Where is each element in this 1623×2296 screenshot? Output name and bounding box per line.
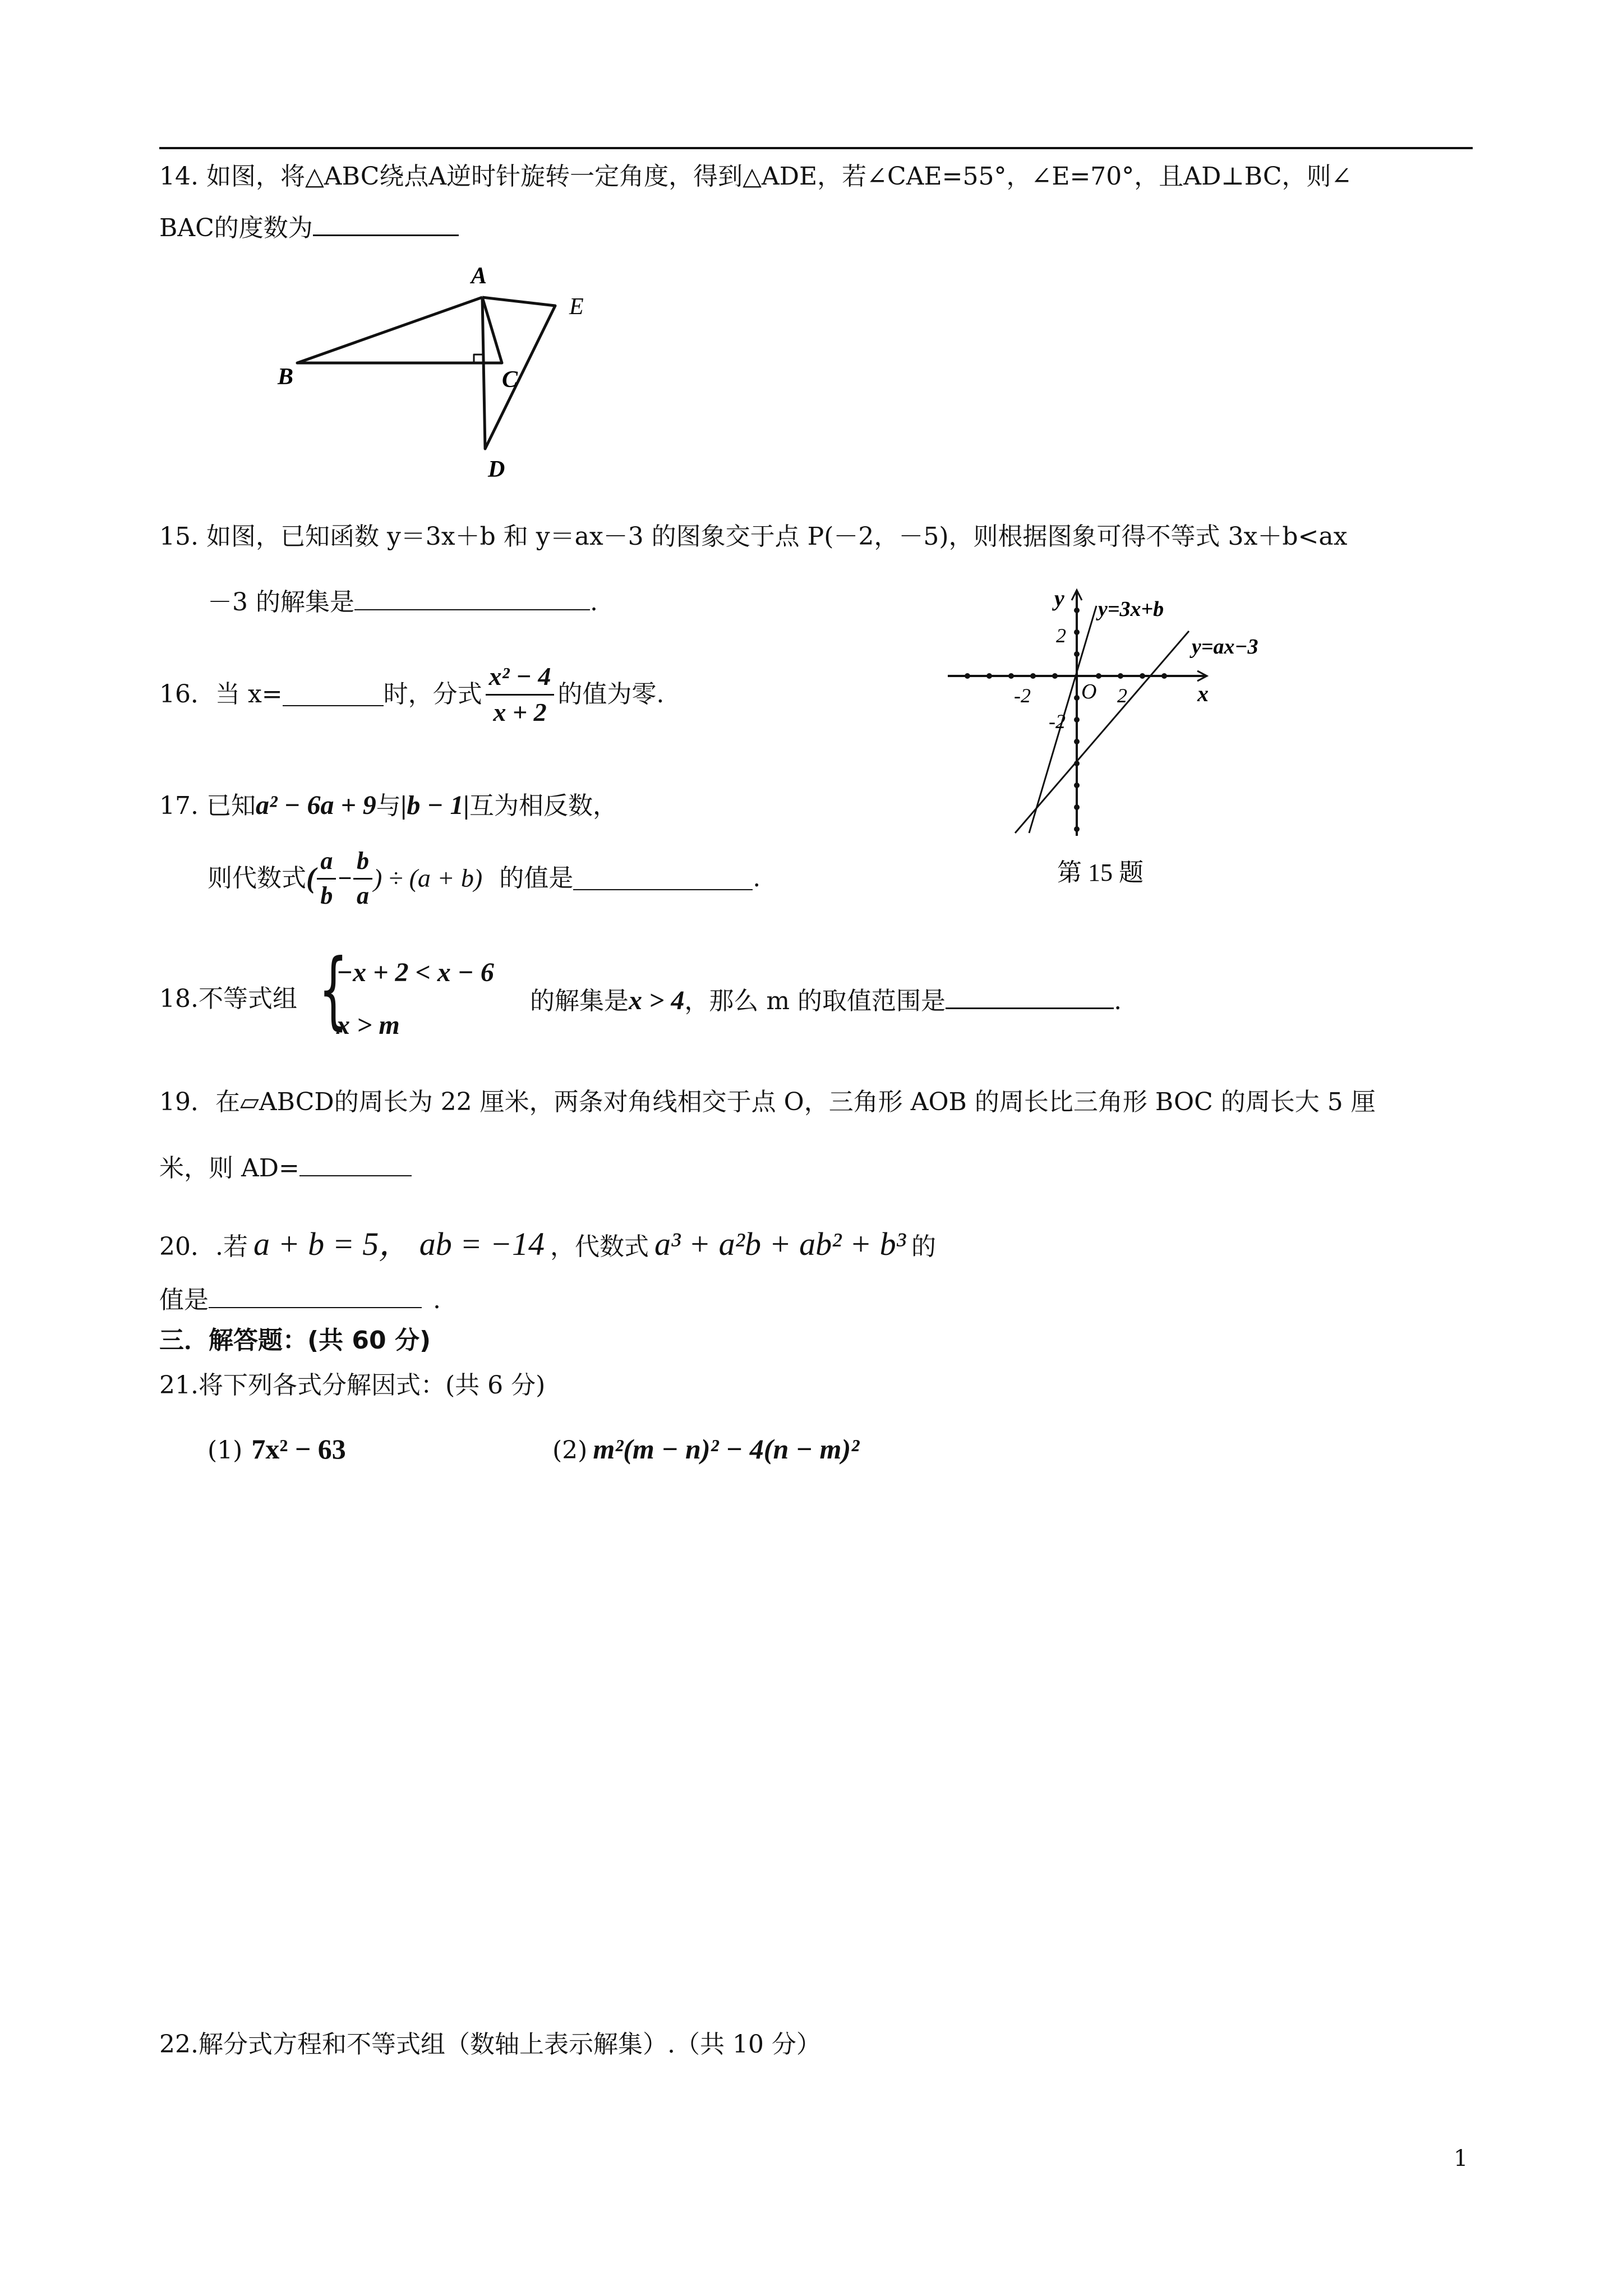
page-number: 1 [1454, 2146, 1468, 2171]
tick-x-neg4 [986, 673, 992, 679]
tick-y-neg6 [1074, 804, 1080, 810]
q16-mid: 时，分式 [383, 680, 482, 709]
line1-label: y=3x+b [1098, 597, 1164, 621]
q14-line2-text: BAC的度数为 [159, 214, 313, 242]
q17-line2-prefix: 则代数式 [208, 863, 306, 892]
tick-y-1 [1074, 651, 1080, 657]
q15-graph-figure [942, 583, 1312, 909]
triangle-abc [297, 297, 502, 363]
q20-prefix: 20．.若 [159, 1232, 248, 1261]
q17-paren-open: ( [306, 862, 316, 895]
label-E: E [569, 294, 584, 320]
line2-label: y=ax−3 [1192, 635, 1258, 659]
tick-y-neg5 [1074, 783, 1080, 788]
triangle-ade [482, 297, 555, 449]
label-D: D [488, 457, 505, 482]
q14-answer-blank [313, 212, 459, 236]
tick-label-y-neg2: -2 [1049, 710, 1066, 733]
q17-expr2: |b − 1| [400, 790, 470, 820]
tick-y-neg2 [1074, 717, 1080, 723]
q19-line1: 19．在▱ABCD的周长为 22 厘米，两条对角线相交于点 O，三角形 AOB 的周长比三角形 BOC 的周长大 5 厘 [159, 1088, 1376, 1116]
q20-suffix: 的 [911, 1232, 937, 1261]
tick-label-x-neg2: -2 [1014, 684, 1031, 707]
q21-p1-label: (1) [208, 1436, 243, 1465]
q20-cond: a + b = 5， ab = −14 [253, 1226, 545, 1262]
q18-answer-blank [946, 985, 1114, 1009]
q16-frac-num: x² − 4 [486, 662, 555, 696]
tick-label-y-2: 2 [1056, 624, 1066, 647]
q17-f1-num: a [317, 847, 336, 880]
figure-caption: 第 15 题 [1057, 859, 1144, 886]
q17-line2-suffix: 的值是 [499, 863, 574, 892]
q20-answer-blank [209, 1285, 422, 1308]
q16-suffix: 的值为零. [557, 680, 665, 709]
origin-label: O [1081, 680, 1097, 703]
tick-y-neg7 [1074, 826, 1080, 832]
q16-frac-den: x + 2 [493, 697, 547, 726]
q18-prefix: 18.不等式组 [159, 984, 297, 1013]
tick-y-neg4 [1074, 761, 1080, 766]
q16-line [159, 662, 664, 728]
q15-line1: 15. 如图，已知函数 y＝3x＋b 和 y＝ax－3 的图象交于点 P(－2，－5)，则根据图象可得不等式 3x＋b<ax [159, 522, 1348, 551]
q16-answer-blank [283, 683, 384, 706]
q17-suffix: 互为相反数， [469, 792, 618, 820]
q17-end: . [753, 863, 761, 892]
q18-brace: { [319, 941, 348, 1039]
tick-x-neg5 [965, 673, 970, 679]
label-C: C [502, 367, 518, 393]
q14-line1: 14. 如图，将△ABC绕点A逆时针旋转一定角度，得到△ADE，若∠CAE=55°，∠E=70°，且AD⊥BC，则∠ [159, 162, 1352, 191]
q21-p1-expr: 7x² − 63 [251, 1433, 346, 1465]
tick-x-4 [1161, 673, 1167, 679]
q14-triangle-figure [269, 252, 628, 494]
q18-suffix: ，那么 m 的取值范围是 [684, 987, 946, 1015]
tick-x-neg3 [1008, 673, 1014, 679]
q17-frac-b-a [353, 847, 372, 910]
q17-f2-den: a [357, 881, 369, 909]
q14-line2 [159, 212, 459, 243]
line-y-ax-3 [1015, 631, 1189, 833]
q17-line1 [159, 790, 617, 821]
q19-line2-text: 米，则 AD= [159, 1154, 299, 1182]
tick-label-x-2: 2 [1117, 684, 1127, 707]
y-axis-label: y [1054, 586, 1064, 611]
section3-title: 三．解答题：(共 60 分) [159, 1326, 431, 1355]
q18-rest [530, 985, 1122, 1016]
q21-title: 21.将下列各式分解因式：(共 6 分) [159, 1371, 546, 1400]
q17-expr1: a² − 6a + 9 [255, 790, 376, 820]
tick-y-neg3 [1074, 739, 1080, 744]
q15-answer-blank [354, 587, 590, 610]
q18-ineq1: −x + 2 < x − 6 [336, 958, 494, 987]
header-rule [159, 147, 1473, 149]
q17-answer-blank [573, 867, 753, 890]
q17-f1-den: b [320, 881, 333, 909]
q17-mid: 与 [376, 792, 401, 820]
tick-x-3 [1140, 673, 1145, 679]
q15-end: . [589, 588, 598, 616]
x-axis-label: x [1197, 681, 1209, 706]
tick-y-3 [1074, 608, 1080, 613]
q21-part1 [208, 1433, 346, 1466]
tick-x-neg2 [1030, 673, 1036, 679]
q15-line2 [208, 587, 598, 617]
tick-x-1 [1096, 673, 1101, 679]
q20-line1 [159, 1226, 936, 1263]
q19-answer-blank [299, 1153, 412, 1176]
q21-p2-label: (2) [552, 1436, 588, 1465]
q20-end: . [433, 1286, 441, 1314]
q18-mid: 的解集是 [530, 987, 629, 1015]
q21-part2 [552, 1433, 859, 1466]
label-B: B [278, 364, 294, 390]
q18-end: . [1114, 987, 1122, 1015]
q17-frac-a-b [317, 847, 336, 910]
q17-minus: − [337, 864, 352, 892]
q22-title: 22.解分式方程和不等式组（数轴上表示解集）.（共 10 分） [159, 2030, 821, 2059]
q16-prefix: 16．当 x= [159, 680, 283, 709]
q20-line2 [159, 1285, 441, 1315]
q17-prefix: 17. 已知 [159, 792, 256, 820]
q17-f2-num: b [353, 847, 372, 880]
q19-line2 [159, 1153, 412, 1183]
q18-solution: x > 4 [629, 986, 685, 1015]
tick-y-2 [1074, 629, 1080, 635]
tick-y-neg1 [1074, 695, 1080, 701]
q20-mid: ，代数式 [550, 1232, 649, 1261]
q15-line2-text: －3 的解集是 [208, 588, 354, 616]
q17-tail: ) ÷ (a + b) [374, 863, 483, 892]
q16-fraction [486, 662, 555, 728]
q17-line2 [208, 847, 760, 910]
q21-p2-expr: m²(m − n)² − 4(n − m)² [593, 1433, 860, 1465]
tick-x-2 [1118, 673, 1123, 679]
tick-x-neg1 [1052, 673, 1058, 679]
label-A: A [471, 263, 487, 289]
q20-line2-prefix: 值是 [159, 1286, 209, 1314]
q20-expr: a³ + a²b + ab² + b³ [654, 1226, 906, 1262]
q18-ineq2: x > m [336, 1010, 400, 1040]
